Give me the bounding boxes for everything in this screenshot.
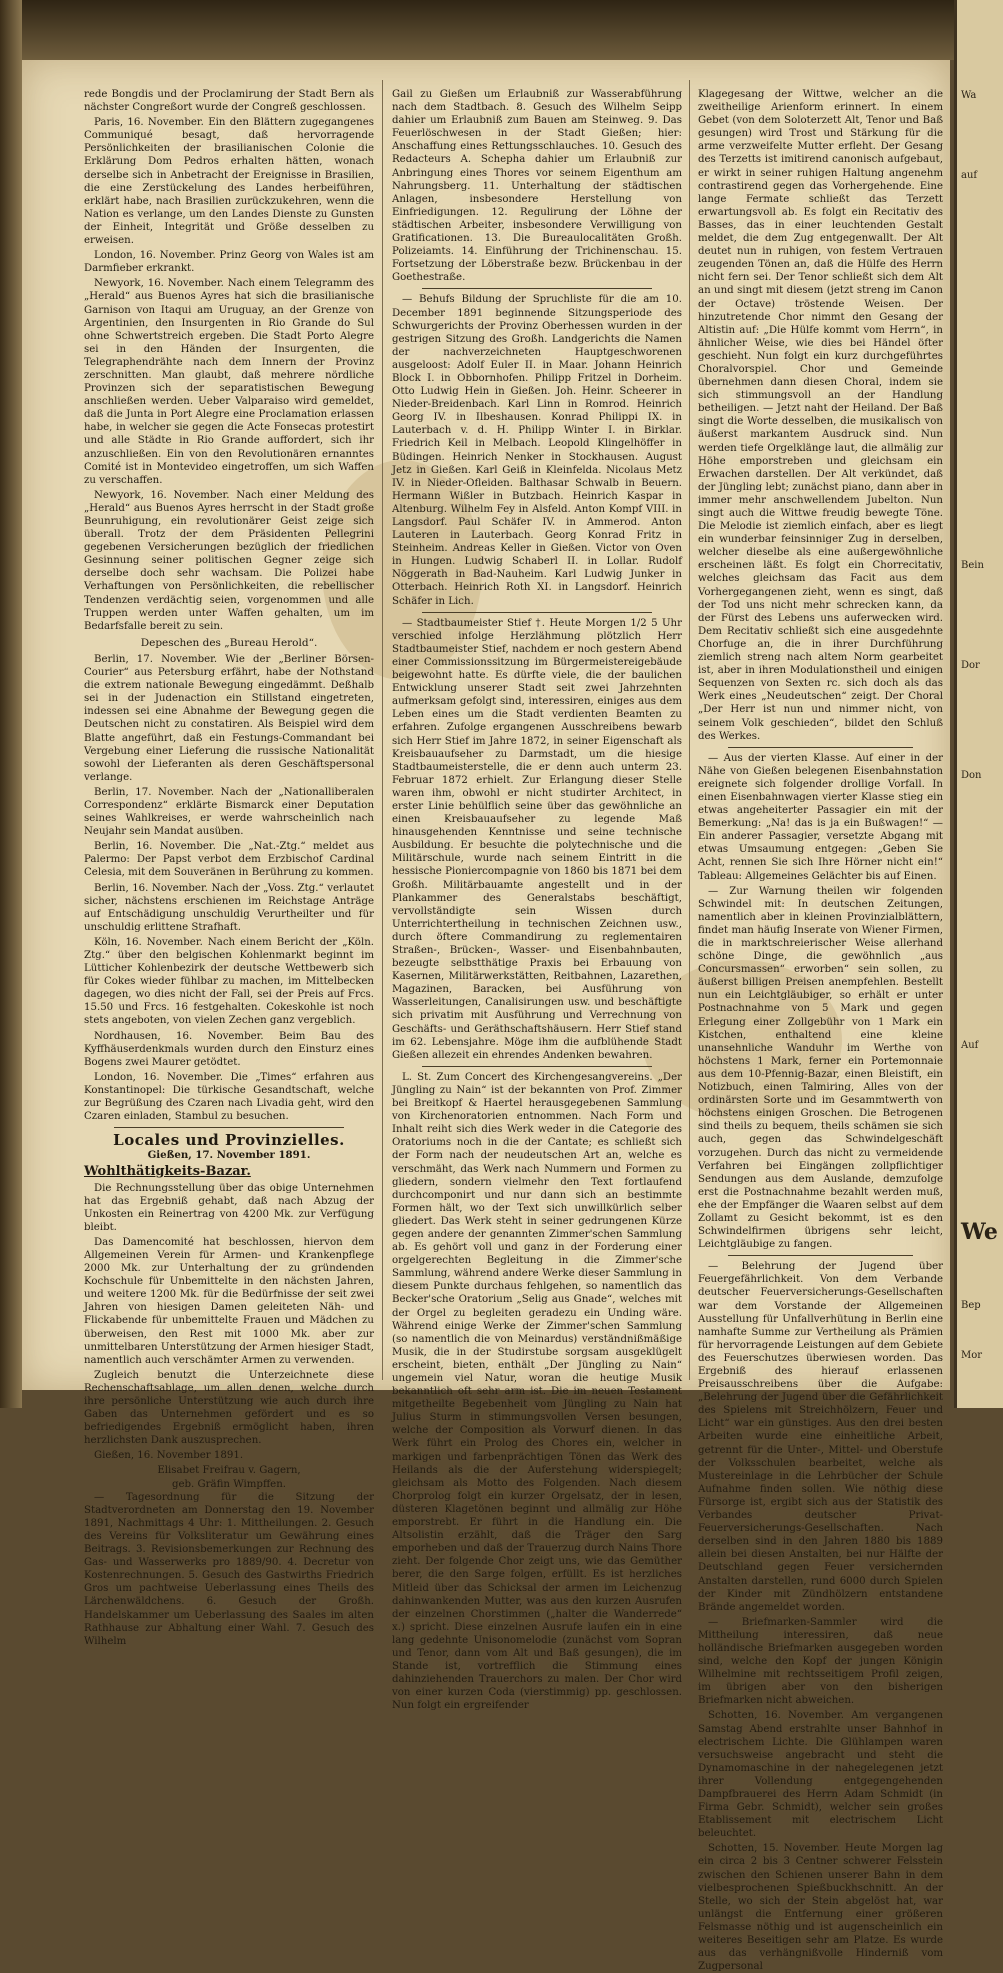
column-1 (84, 88, 374, 1647)
article-concert: Klagegesang der Wittwe, welcher an die zweitheilige Arienform erinnert. In einem Gebet (von dem Soloterzett Alt, Tenor und Baß gesungen) wird Trost und Stärkung für die arme verzweifelte Mutter erfleht. Der Gesang des Terzetts ist imitirend canonisch aufgebaut, er wirkt in seiner ruhigen Haltung angenehm contrastirend gegen das Vorhergehende. Eine lange Fermate schließt das Terzett erwartungsvoll ab. Es folgt ein Recitativ des Basses, das in einer leuchtenden Gestalt meldet, die dem Zug entgegenwallt. Der Alt deutet nun in ruhigen, von festem Vertrauen zeugenden Tönen an, daß die Hülfe des Herrn nicht fern sei. Der Tenor schließt sich dem Alt an und singt mit diesem (jetzt streng im Canon der Octave) tröstende Weisen. Der hinzutretende Chor nimmt den Gesang der Altistin auf: „Die Hülfe kommt vom Herrn“, in ähnlicher Weise, wie dies bei Händel öfter geschieht. Nun folgt ein kurz durchgeführtes Choralvorspiel. Chor und Gemeinde übernehmen dann diesen Choral, indem sie sich stimmungsvoll an der Handlung betheiligen. — Jetzt naht der Heiland. Der Baß singt die Worte desselben, die musikalisch von äußerst markantem Ausdruck sind. Nun werden tiefe Orgelklänge laut, die allmälig zur Höhe emporstreben und gleichsam ein Erwachen darstellen. Der Alt verkündet, daß der Jüngling lebt; zunächst piano, dann aber in immer mehr anschwellendem Jubelton. Nun singt auch die Wittwe freudig bewegte Töne. Die Melodie ist ziemlich einfach, aber es liegt ein wunderbar feinsinniger Zug in derselben, welcher dieselbe als eine außergewöhnliche erscheinen läßt. Es folgt ein Chorrecitativ, welches gleichsam das Facit aus dem Vorhergegangenen zieht, wenn es singt, daß der Tod uns nicht mehr schrecken kann, da der Fürst des Lebens uns auferwecken wird. Dem Recitativ schließt sich eine ausgedehnte Chorfuge an, die in ihrer Durchführung ziemlich streng nach altem Norm gearbeitet ist, aber in ihren Modulationstheil und einigen Sequenzen von Sexten rc. sich doch als das Werk eines „Neudeutschen“ zeigt. Der Choral „Der Herr ist nun und nimmer nicht, von seinem Volk geschieden“, bildet den Schluß des Werkes. (698, 89, 943, 742)
article-text: Zugleich benutzt die Unterzeichnete diese Rechenschaftsablage, um allen denen, welche durch ihre persönliche Unterstützung wie auch durch ihre Gaben das Unternehmen gefördert und es so befriedigendes Ergebniß ermöglicht haben, ihren herzlichsten Dank auszusprechen. (84, 1369, 374, 1447)
article-feuer: — Belehrung der Jugend über Feuergefährlichkeit. Von dem Verbande deutscher Feuerversicherungs-Gesellschaften war dem Vorstande der Allgemeinen Ausstellung für Unfallverhütung in Berlin eine namhafte Summe zur Vertheilung als Prämien für hervorragende Leistungen auf dem Gebiete des Feuerschutzes überwiesen worden. Das Ergebniß des hierauf erlassenen Preisausschreibens über die Aufgabe: „Belehrung der Jugend über die Gefährlichkeit des Spielens mit Streichhölzern, Feuer und Licht“ war ein günstiges. Aus den drei besten Arbeiten wurde eine einheitliche Arbeit, getrennt für die Unter-, Mittel- und Oberstufe der Volksschulen bearbeitet, welche als Mustereinlage in die Lehrbücher der Schule Aufnahme finden sollen. Wie nöthig diese Fürsorge ist, ergibt sich aus der Statistik des Verbandes deutscher Privat-Feuerversicherungs-Gesellschaften. Nach derselben sind in den Jahren 1880 bis 1889 allein bei diesen Anstalten, bei nur Hälfte der Deutschland gegen Feuer versichernden Anstalten darstellen, rund 6000 durch Spielen der Kinder mit Zündhölzern entstandene Brände angemeldet worden. (698, 1261, 943, 1613)
edge-fragment: auf (961, 170, 978, 181)
column-rule (689, 80, 690, 1380)
edge-fragment: Bein (961, 560, 984, 571)
news-schotten: Schotten, 16. November. Am vergangenen Samstag Abend erstrahlte unser Bahnhof in electrischem Lichte. Die Glühlampen waren versuchsweise angebracht und steht die Dynamomaschine in der nahegelegenen jetzt ihrer Vollendung entgegengehenden Dampfbrauerei des Herrn Adam Schmidt (in Firma Gebr. Schmidt), welcher sein großes Etablissement mit electrischem Licht beleuchtet. (698, 1710, 943, 1840)
article-spruchliste: — Behufs Bildung der Spruchliste für die am 10. December 1891 beginnende Sitzungsperiode des Schwurgerichts der Provinz Oberhessen wurden in der gestrigen Sitzung des Großh. Landgerichts die Namen der nachverzeichneten Hauptgeschworenen ausgeloost: Adolf Euler II. in Maar. Johann Heinrich Block I. in Obbornhofen. Philipp Fritzel in Dorheim. Otto Ludwig Hein in Gießen. Joh. Heinr. Scheerer in Nieder-Breidenbach. Karl Linn in Romrod. Heinrich Georg IV. in Ilbeshausen. Konrad Philippi IX. in Lauterbach v. d. H. Philipp Winter I. in Birklar. Friedrich Keil in Melbach. Leopold Klingelhöffer in Büdingen. Heinrich Nenker in Stockhausen. August Jetz in Gießen. Karl Geiß in Kleinfelda. Nicolaus Metz IV. in Nieder-Ofleiden. Balthasar Schwalb in Beuern. Hermann Wißler in Butzbach. Heinrich Kaspar in Altenburg. Wilhelm Fey in Alsfeld. Anton Kompf VIII. in Langsdorf. Paul Schäfer IV. in Ammerod. Anton Lauteren in Lauterbach. Georg Konrad Fritz in Steinheim. Andreas Keller in Gießen. Victor von Oven in Hungen. Ludwig Schaberl II. in Lollar. Rudolf Nöggerath in Bad-Nauheim. Karl Ludwig Junker in Otterbach. Heinrich Roth XI. in Langsdorf. Heinrich Schäfer in Lich. (392, 294, 682, 607)
divider (728, 747, 913, 748)
divider (422, 1066, 652, 1067)
news-schotten: Schotten, 15. November. Heute Morgen lag ein circa 2 bis 3 Centner schwerer Felsstein zwischen den Schienen unserer Bahn in dem vielbesprochenen Spießbuckhschnitt. An der Stelle, wo sich der Stein abgelöst hat, war unlängst die Entfernung einer größeren Felsmasse nöthig und ist augenscheinlich ein weiteres Beseitigen sehr am Platze. Es wurde aus das verhängnißvolle Hinderniß vom Zugpersonal (698, 1843, 943, 1973)
article-vierte-klasse: — Aus der vierten Klasse. Auf einer in der Nähe von Gießen belegenen Eisenbahnstation ereignete sich folgender drollige Vorfall. In einen Eisenbahnwagen vierter Klasse stieg ein etwas angeheiterter Passagier ein mit der Bemerkung: „Na! das is ja ein Bußwagen!“ — Ein anderer Passagier, versetzte Abgang mit etwas Umsaumung entgegen: „Geben Sie Acht, rennen Sie sich Ihre Hörner nicht ein!“ Tableau: Allgemeines Gelächter bis auf Einen. (698, 752, 943, 882)
edge-fragment: Auf (961, 1040, 979, 1051)
article-briefmarken: — Briefmarken-Sammler wird die Mittheilung interessiren, daß neue holländische Briefmarken ausgegeben worden sind, welche den Kopf der jungen Königin Wilhelmine mit rechtsseitigem Profil zeigen, im übrigen aber von den bisherigen Briefmarken nicht abweichen. (698, 1616, 943, 1707)
edge-fragment: Bep (961, 1300, 981, 1311)
news-paris: Paris, 16. November. Ein den Blättern zugegangenes Communiqué besagt, daß hervorragende Persönlichkeiten der brasilianischen Colonie die Erklärung Dom Pedros erhalten hätten, wonach derselbe sich in Anbetracht der Ereignisse in Brasilien, die eine Zerstückelung des Landes herbeiführen, erklärt habe, nach Brasilien zurückzukehren, wenn die Nation es verlange, um den Landes Dienste zu Gunsten der Einheit, Integrität und Größe desselben zu erweisen. (84, 117, 374, 247)
divider (422, 612, 652, 613)
news-newyork: Newyork, 16. November. Nach einer Meldung des „Herald“ aus Buenos Ayres herrscht in der Stadt große Beunruhigung, ein revolutionärer Geist zeige sich überall. Trotz der dem Präsidenten Pellegrini gegebenen Versicherungen bezüglich der friedlichen Gesinnung seiner politischen Gegner zeige sich derselbe doch sehr wachsam. Die Polizei habe Verhaftungen von Persönlichkeiten, die rebellischer Tendenzen verdächtig seien, vorgenommen und alle Truppen werden unter Waffen gehalten, um im Bedarfsfalle bereit zu sein. (84, 489, 374, 632)
edge-fragment: Mor (961, 1350, 983, 1361)
edge-fragment: We (961, 1219, 998, 1245)
scan-top-edge (0, 0, 1000, 60)
scan-left-edge (0, 0, 22, 1408)
article-text: Die Rechnungsstellung über das obige Unternehmen hat das Ergebniß gehabt, daß nach Abzug der Unkosten ein Reinertrag von 4200 Mk. zur Verfügung bleibt. (84, 1182, 374, 1233)
section-title: Locales und Provinzielles. (113, 1131, 345, 1150)
news-london: London, 16. November. Die „Times“ erfahren aus Konstantinopel: Die türkische Gesandtschaft, welche zur Begrüßung des Czaren nach Livadia geht, wird den Czaren einladen, Stambul zu besuchen. (84, 1071, 374, 1123)
edge-fragment: Don (961, 770, 982, 781)
news-berlin: Berlin, 16. November. Nach der „Voss. Ztg.“ verlautet sicher, nächstens erschienen im Reichstage Anträge auf Entschädigung unschuldig Verurtheilter und für unschuldig erlittene Strafhaft. (84, 882, 374, 933)
column-2 (392, 88, 682, 1712)
news-berlin: Berlin, 17. November. Wie der „Berliner Börsen-Courier“ aus Petersburg erfährt, habe der Nothstand die extrem nationale Bewegung eingedämmt. Deßhalb sei in der Judenaction ein Stillstand eingetreten, indessen sei eine Abnahme der Bewegung gegen die Deutschen nicht zu constatiren. Als Beispiel wird dem Blatte angeführt, daß ein Festungs-Commandant bei Vergebung einer Lieferung die russische Nationalität sowohl der Lieferanten als deren Geschäftspersonal verlange. (84, 653, 374, 783)
news-london: London, 16. November. Prinz Georg von Wales ist am Darmfieber erkrankt. (84, 250, 374, 275)
divider (422, 288, 652, 289)
signature-name: geb. Gräfin Wimpffen. (171, 1478, 287, 1490)
section-heading: Depeschen des „Bureau Herold“. (140, 636, 318, 649)
news-nordhausen: Nordhausen, 16. November. Beim Bau des Kyffhäuserdenkmals wurden durch den Einsturz eines Bogens zwei Maurer getödtet. (84, 1030, 374, 1068)
article-obituary: — Stadtbaumeister Stief †. Heute Morgen 1/2 5 Uhr verschied infolge Herzlähmung plötzlich Herr Stadtbaumeister Stief, nachdem er noch gestern Abend einer Commissionssitzung im Bürgermeistereigebäude beigewohnt hatte. Es dürfte viele, die der baulichen Entwicklung unserer Stadt seit zwei Jahrzehnten aufmerksam gefolgt sind, interessiren, einiges aus dem Leben eines um die Stadt verdienten Beamten zu erfahren. Zufolge ergangenen Ausschreibens bewarb sich Herr Stief im Jahre 1872, in seiner Eigenschaft als Kreisbauaufseher zu Darmstadt, um die hiesige Stadtbaumeisterstelle, die er denn auch unterm 23. Februar 1872 erhielt. Zur Erlangung dieser Stelle waren ihm, obwohl er nicht studirter Architect, in erster Linie behülflich seine über das gewöhnliche an einen Kreisbauaufseher zu legende Maß hinausgehenden Kenntnisse und seine technische Ausbildung. Er besuchte die polytechnische und die Militärschule, wurde nach seinem Eintritt in die hessische Pioniercompagnie von 1860 bis 1871 bei dem Großh. Militärbauamte angestellt und in der Plankammer des Generalstabs beschäftigt, vervollständigte sein Wissen durch Unterrichtertheilung in technischen Zeichnen usw., durch öftere Commandirung zu reglementairen Straßen-, Brücken-, Wasser- und Eisenbahnbauten, bezeugte selbstthätige Praxis bei Erbauung von Kasernen, Militärwerkstätten, Reitbahnen, Lazarethen, Magazinen, Baracken, bei Ausführung von Wasserleitungen, Canalisirungen usw. und beschäftigte sich privatim mit Ausführung und Verrechnung von Geschäfts- und Geräthschaftshäusern. Herr Stief stand im 62. Lebensjahre. Möge ihm die aufblühende Stadt Gießen allezeit ein ehrendes Andenken bewahren. (392, 617, 682, 1061)
article-text: Das Damencomité hat beschlossen, hiervon dem Allgemeinen Verein für Armen- und Krankenpflege 2000 Mk. zur Unterhaltung der zu gründenden Kochschule für Unbemittelte in den nächsten Jahren, und weitere 1200 Mk. für die Bedürfnisse der seit zwei Jahren von hiesigen Damen geleiteten Näh- und Flickabende für unbemittelte Frauen und Mädchen zu überweisen, den Rest mit 1000 Mk. aber zur unmittelbaren Unterstützung der Armen hiesiger Stadt, namentlich auch verschämter Armen zu verwenden. (84, 1236, 374, 1366)
edge-fragment: Dor (961, 660, 980, 671)
news-berlin: Berlin, 16. November. Die „Nat.-Ztg.“ meldet aus Palermo: Der Papst verbot dem Erzbischof Cardinal Celesia, mit dem Souveränen in Berührung zu kommen. (84, 841, 374, 879)
column-rule (382, 80, 383, 1380)
news-newyork: Newyork, 16. November. Nach einem Telegramm des „Herald“ aus Buenos Ayres hat sich die brasilianische Garnison von Itaqui am Uruguay, an der Grenze von Argentinien, den Insurgenten in Rio Grande do Sul ohne Schwertstreich ergeben. Die Stadt Porto Alegre sei in den Händen der Insurgenten, die Telegraphendrähte nach dem Innern der Provinz zerschnitten. Man glaubt, daß mehrere nördliche Provinzen sich der separatistischen Bewegung anschließen werden. Ueber Valparaiso wird gemeldet, daß die Junta in Port Alegre eine Proclamation erlassen habe, in welcher sie gegen die Acte Fonsecas protestirt und alle Städte in Rio Grande auffordert, sich ihr anzuschließen. Ein von den Revolutionären ernanntes Comité ist in Montevideo eingetroffen, um sich Waffen zu verschaffen. (84, 278, 374, 486)
edge-fragment: Wa (961, 90, 977, 101)
dateline: Gießen, 17. November 1891. (147, 1149, 311, 1162)
newspaper-page (22, 60, 950, 1973)
news-berlin: Berlin, 17. November. Nach der „Nationalliberalen Correspondenz“ erklärte Bismarck einer Deputation seines Wahlkreises, er werde wahrscheinlich nach Neujahr sein Mandat ausüben. (84, 786, 374, 838)
signature-name: Elisabet Freifrau v. Gagern, (157, 1465, 301, 1477)
article-text: rede Bongdis und der Proclamirung der Stadt Bern als nächster Congreßort wurde der Congreß geschlossen. (84, 89, 374, 114)
signature-date: Gießen, 16. November 1891. (94, 1450, 244, 1462)
article-title: Wohlthätigkeits-Bazar. (84, 1164, 251, 1180)
divider (728, 1255, 913, 1256)
article-agenda: Gail zu Gießen um Erlaubniß zur Wasserabführung nach dem Stadtbach. 8. Gesuch des Wilhelm Seipp dahier um Erlaubniß zum Bauen am Steinweg. 9. Das Feuerlöschwesen in der Stadt Gießen; hier: Anschaffung eines Rettungsschlauches. 10. Gesuch des Redacteurs A. Schepha dahier um Erlaubniß zur Anbringung eines Thores vor seinem Eigenthum am Nahrungsberg. 11. Unterhaltung der städtischen Anlagen, insbesondere Herstellung von Einfriedigungen. 12. Regulirung der Löhne der städtischen Arbeiter, insbesondere Verwilligung von Gratificationen. 13. Die Bureaulocalitäten Großh. Polizeiamts. 14. Einführung der Trichinenschau. 15. Fortsetzung der Löberstraße bezw. Brückenbau in der Goethestraße. (392, 89, 682, 284)
divider (114, 1127, 344, 1128)
article-agenda: — Tagesordnung für die Sitzung der Stadtverordneten am Donnerstag den 19. November 1891, Nachmittags 4 Uhr: 1. Mittheilungen. 2. Gesuch des Vereins für Volksliteratur um Gewährung eines Beitrags. 3. Revisionsbemerkungen zur Rechnung des Gas- und Wasserwerks pro 1889/90. 4. Decretur von Kostenrechnungen. 5. Gesuch des Gastwirths Friedrich Gros um pachtweise Ueberlassung eines Theils des Lärchenwäldchens. 6. Gesuch der Großh. Handelskammer um Ueberlassung des Saales im alten Rathhause zur Abhaltung einer Wahl. 7. Gesuch des Wilhelm (84, 1491, 374, 1647)
column-3 (698, 88, 943, 1973)
article-concert: L. St. Zum Concert des Kirchengesangvereins. „Der Jüngling zu Nain“ ist der bekannten von Prof. Zimmer bei Breitkopf & Haertel herausgegebenen Sammlung von Kirchenoratorien entnommen. Nach Form und Inhalt reiht sich dies Werk weder in die Categorie des Oratoriums noch in die der Cantate; es schließt sich der Form nach der neudeutschen Art an, welche es verschmäht, das Werk nach Nummern und Formen zu gliedern, sondern vielmehr den Text fortlaufend durchcomponirt und nur dann sich an bestimmte Formen hält, wo der Text sich unwillkürlich selber gliedert. Das Werk steht in seiner gedrungenen Kürze gegen andere der genannten Zimmer'schen Sammlung ab. Es gehört voll und ganz in der Forderung einer orgelgerechten Begleitung in die Zimmer'sche Sammlung, während andere Werke dieser Sammlung in diesem Punkte durchaus fehlgehen, so namentlich das Becker'sche Oratorium „Selig aus Gnade“, welches mit der Orgel zu begleiten geradezu ein Unding wäre. Während einige Werke der Zimmer'schen Sammlung (so namentlich die von Meinardus) verständnißmäßige Musik, die in der Studirstube sorgsam ausgeklügelt erscheint, bieten, enthält „Der Jüngling zu Nain“ ungemein viel Natur, woran die heutige Musik bekanntlich oft sehr arm ist. Die im neuen Testament mitgetheilte Begebenheit vom Jüngling zu Nain hat Julius Sturm in stimmungsvollen Versen besungen, welche der Composition als Vorwurf dienen. In das Werk führt ein Prolog des Chores ein, welcher in markigen und farbenprächtigen Tönen das Werk des Heilands als die der Auferstehung widerspiegelt; gleichsam als Motto des Folgenden. Nach diesem Chorprolog folgt ein kurzer Orgelsatz, der in lesen, düsteren Klagetönen beginnt und allmälig zur Höhe emporstrebt. Er führt in die Handlung ein. Die Altsolistin erzählt, daß die Träger den Sarg emporheben und daß der Trauerzug durch Nains Thore zieht. Der folgende Chor zeigt uns, wie das Gemüther berer, die den Sarge folgen, erfüllt. Es ist herzliches Mitleid über das Schicksal der armen im Leichenzug dahinwankenden Mutter, was aus den kurzen Ausrufen der einzelnen Chorstimmen („halter die Wanderrede“ x.) spricht. Diese einzelnen Ausrufe laufen ein in eine lang gedehnte Unisonomelodie (zunächst vom Sopran und Tenor, dann vom Alt und Baß gesungen), die im Stande ist, vortrefflich die Stimmung eines dahinziehenden Trauerchors zu malen. Der Chor wird von einer kurzen Coda (vierstimmig) pp. geschlossen. Nun folgt ein ergreifender (392, 1071, 682, 1712)
news-koeln: Köln, 16. November. Nach einem Bericht der „Köln. Ztg.“ über den belgischen Kohlenmarkt beginnt im Lütticher Kohlenbezirk der deutsche Wettbewerb sich für Cokes wieder fühlbar zu machen, im Mittelbecken dagegen, wo dies nicht der Fall, sei der Preis auf Frcs. 15.50 und Frcs. 16 festgehalten. Cokeskohle ist noch stets angeboten, von vielen Zechen ganz vergeblich. (84, 936, 374, 1027)
article-warnung: — Zur Warnung theilen wir folgenden Schwindel mit: In deutschen Zeitungen, namentlich aber in kleinen Provinzialblättern, findet man häufig Inserate von Wiener Firmen, die in marktschreierischer Weise allerhand schöne Dinge, die gewöhnlich „aus Concursmassen“ erworben“ sein sollen, zu äußerst billigen Preisen anempfehlen. Bestellt nun ein Leichtgläubiger, so erhält er unter Postnachnahme von 5 Mark und gegen Erlegung einer Zollgebühr von 1 Mark ein Kistchen, enthaltend eine kleine unansehnliche Wanduhr im Werthe von höchstens 1 Mark, ferner ein Portemonnaie aus dem 10-Pfennig-Bazar, einen Bleistift, ein Notizbuch, einen Talmiring, Alles von der ordinärsten Sorte und im Gesammtwerth von höchstens einigen Groschen. Die Betrogenen sind theils zu bequem, theils schämen sie sich auch, gegen das Schwindelgeschäft vorzugehen. Durch das nicht zu vermeidende Verfahren bei Eingängen zollpflichtiger Sendungen aus dem Auslande, demzufolge erst die Postnachnahme bezahlt werden muß, ehe der Empfänger die Waaren selbst auf dem Zollamt zu Gesicht bekommt, ist es den Schwindelfirmen übrigens sehr leicht, Leichtgläubige zu fangen. (698, 885, 943, 1251)
adjacent-page-edge (954, 0, 1003, 1408)
